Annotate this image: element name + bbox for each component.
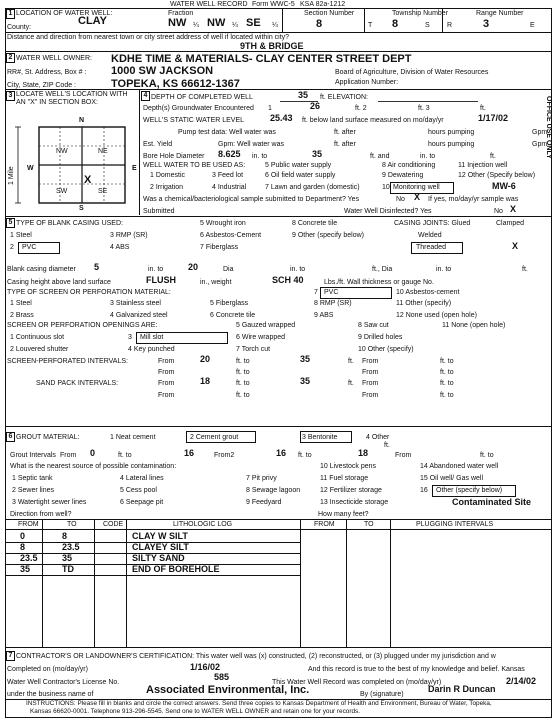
- disinfected-label: Water Well Disinfected? Yes: [344, 208, 432, 215]
- casing-to-value: 20: [188, 262, 199, 272]
- contam-2: 2 Sewer lines: [12, 487, 55, 494]
- casing-in-to-3: in. to: [436, 266, 452, 273]
- sand-pack-label: SAND PACK INTERVALS:: [36, 380, 119, 387]
- casing-height-label: Casing height above land surface: [7, 279, 111, 286]
- section-4-number: 4: [141, 91, 150, 101]
- section-1-number: 1: [6, 9, 15, 19]
- signature-label: By (signature): [360, 691, 404, 698]
- disinfected-no: No: [494, 208, 503, 215]
- sp-to-value: 35: [300, 354, 311, 364]
- bore-ft: ft.: [490, 153, 496, 160]
- contam-9: 9 Feedyard: [246, 499, 282, 506]
- location-label: LOCATION OF WATER WELL:: [16, 10, 113, 17]
- chem-no-label: No: [396, 196, 405, 203]
- section-5-number: 5: [6, 218, 15, 228]
- range-prefix: R: [447, 22, 453, 29]
- contam-16: 16: [420, 487, 428, 494]
- completed-date: 1/16/02: [190, 662, 221, 672]
- south-label: S: [79, 205, 84, 212]
- static-label: WELL'S STATIC WATER LEVEL: [143, 117, 245, 124]
- fraction-2: NW: [207, 17, 226, 29]
- gpm-1: Gpm: [532, 129, 548, 136]
- use-12: 12 Other (Specify below): [458, 172, 536, 179]
- instructions-line-1: INSTRUCTIONS: Please fill in blanks and circle the correct answers. Send three copies to Kansas Department of Health and Environment, Bureau of Water, Topeka,: [26, 700, 492, 707]
- clamped-label: Clamped: [496, 220, 525, 227]
- screen-5: 5 Fiberglass: [210, 300, 249, 307]
- fraction-label: Fraction: [168, 10, 194, 17]
- static-date: 1/17/02: [478, 113, 509, 123]
- sp-from-label: From: [158, 358, 175, 365]
- screen-6: 6 Concrete tile: [210, 312, 256, 319]
- chem-no-x: X: [414, 192, 421, 202]
- casing-height-value: FLUSH: [146, 275, 176, 285]
- section-2-number: 2: [6, 53, 15, 63]
- casing-weight-value: SCH 40: [272, 275, 304, 285]
- screen-label: TYPE OF SCREEN OR PERFORATION MATERIAL:: [7, 289, 171, 296]
- sand-from-label: From: [158, 380, 175, 387]
- est-yield-label: Est. Yield: [143, 141, 173, 148]
- township-prefix: T: [368, 22, 373, 29]
- elevation-label: ft. ELEVATION:: [320, 94, 368, 101]
- grout-to2-label: ft. to: [298, 452, 312, 459]
- use-3: 3 Feed lot: [212, 172, 244, 179]
- log-row-from: 8: [20, 542, 26, 552]
- office-use-label: OFFICE USE ONLY: [545, 96, 552, 159]
- log-from-header: FROM: [18, 521, 39, 528]
- bore-label: Bore Hole Diameter: [143, 153, 205, 160]
- contam-4: 4 Lateral lines: [120, 475, 164, 482]
- bore-in-to: in. to: [252, 153, 268, 160]
- use-1: 1 Domestic: [150, 172, 186, 179]
- plug-to-header: TO: [364, 521, 374, 528]
- casing-4: 4 ABS: [110, 244, 130, 251]
- contam-12: 12 Fertilizer storage: [320, 487, 382, 494]
- sand-from-2: From: [362, 380, 379, 387]
- contam-1: 1 Septic tank: [12, 475, 53, 482]
- contam-3: 3 Watertight sewer lines: [12, 499, 87, 506]
- certification-label: CONTRACTOR'S OR LANDOWNER'S CERTIFICATION: This water well was (x) constructed, (2) reconstructed, or (3) plugged under my jurisdiction and w: [16, 653, 496, 660]
- bore-to-value: 35: [312, 149, 323, 159]
- grout-4: 4 Other: [366, 434, 390, 441]
- sp-to-4: ft. to: [440, 369, 454, 376]
- gw-3-label: ft. 3: [418, 105, 430, 112]
- chem-sample-label: Was a chemical/bacteriological sample submitted to Department? Yes: [143, 196, 360, 203]
- threaded-x: X: [512, 241, 519, 251]
- quarter-2: ¼: [232, 22, 238, 29]
- log-row-description: SILTY SAND: [132, 553, 185, 563]
- bore-value: 8.625: [218, 149, 241, 159]
- sp-from-4: From: [362, 369, 379, 376]
- ne-label: NE: [98, 148, 108, 155]
- range-number: 3: [483, 18, 490, 30]
- use-label: WELL WATER TO BE USED AS:: [143, 162, 246, 169]
- use-10-value: Monitoring well: [393, 184, 440, 191]
- grout-ft-label: ft.: [384, 442, 390, 449]
- quarter-1: ¼: [193, 22, 199, 29]
- gw-2-label: ft. 2: [355, 105, 367, 112]
- disinfected-x: X: [510, 204, 517, 214]
- depth-value: 35: [298, 90, 309, 100]
- casing-in-to-2: in. to: [290, 266, 306, 273]
- use-11: 11 Injection well: [458, 162, 508, 169]
- sand-to-3: ft. to: [236, 392, 250, 399]
- contam-5: 5 Cess pool: [120, 487, 157, 494]
- log-row-to: TD: [62, 564, 74, 574]
- groundwater-label: Depth(s) Groundwater Encountered: [143, 105, 254, 112]
- license-number: 585: [214, 672, 230, 682]
- grout-to2-value: 18: [358, 448, 369, 458]
- distance-label: Distance and direction from nearest town or city street address of well if located within city?: [7, 34, 290, 41]
- gw-ft: ft.: [480, 105, 486, 112]
- openings-label: SCREEN OR PERFORATION OPENINGS ARE:: [7, 322, 158, 329]
- hours-pumping-1: hours pumping: [428, 129, 475, 136]
- log-row-to: 8: [62, 531, 68, 541]
- nw-label: NW: [56, 148, 68, 155]
- sp-to-3: ft. to: [236, 369, 250, 376]
- use-6: 6 Oil field water supply: [265, 172, 336, 179]
- grout-from3-label: From: [395, 452, 412, 459]
- contam-10: 10 Livestock pens: [320, 463, 377, 470]
- use-2: 2 Irrigation: [150, 184, 184, 191]
- opening-2: 2 Louvered shutter: [10, 346, 69, 353]
- contaminated-site: Contaminated Site: [452, 497, 532, 507]
- bore-in-to-2: in. to: [420, 153, 436, 160]
- township-label: Township Number: [392, 10, 449, 17]
- casing-2-value: PVC: [22, 244, 37, 251]
- screen-11: 11 Other (specify): [396, 300, 452, 307]
- business-name: Associated Environmental, Inc.: [146, 684, 310, 696]
- static-value: 25.43: [270, 113, 293, 123]
- sp-ft-label: ft.: [348, 358, 354, 365]
- opening-5: 5 Gauzed wrapped: [236, 322, 296, 329]
- log-code-header: CODE: [103, 521, 124, 528]
- chem-if-yes: If yes, mo/day/yr sample was: [428, 196, 519, 203]
- sp-from-2: From: [362, 358, 379, 365]
- depth-label: DEPTH OF COMPLETED WELL: [151, 94, 253, 101]
- log-row-description: CLAYEY SILT: [132, 542, 189, 552]
- casing-weight-label: in., weight: [200, 279, 232, 286]
- use-4: 4 Industrial: [212, 184, 247, 191]
- plug-from-header: FROM: [314, 521, 335, 528]
- screen-4: 4 Galvanized steel: [110, 312, 168, 319]
- casing-in-to: in. to: [148, 266, 164, 273]
- plugging-header: PLUGGING INTERVALS: [416, 521, 494, 528]
- grout-from-value: 0: [90, 448, 96, 458]
- use-5: 5 Public water supply: [265, 162, 332, 169]
- casing-dia-unit: Dia: [223, 266, 234, 273]
- address-label: RR#, St. Address, Box # :: [7, 69, 87, 76]
- casing-5: 5 Wrought iron: [200, 220, 246, 227]
- wall-thickness-label: Lbs./ft. Wall thickness or gauge No.: [324, 279, 434, 286]
- township-number: 8: [392, 18, 399, 30]
- ft-after-1: ft. after: [334, 129, 356, 136]
- record-completed-date: 2/14/02: [506, 676, 537, 686]
- county-value: CLAY: [78, 15, 107, 27]
- address-value: 1000 SW JACKSON: [111, 65, 214, 77]
- log-to-header: TO: [67, 521, 77, 528]
- contam-6: 6 Seepage pit: [120, 499, 164, 506]
- casing-diameter-value: 5: [94, 262, 100, 272]
- log-row-divider: [5, 575, 301, 576]
- grout-from-label: From: [60, 452, 77, 459]
- log-row-description: CLAY W SILT: [132, 531, 188, 541]
- screen-12: 12 None used (open hole): [396, 312, 477, 319]
- screen-1: 1 Steel: [10, 300, 32, 307]
- log-row-from: 35: [20, 564, 31, 574]
- section-6-number: 6: [6, 432, 15, 442]
- record-completed-label: This Water Well Record was completed on (mo/day/yr): [272, 679, 442, 686]
- sand-to-2: ft. to: [440, 380, 454, 387]
- west-label: W: [27, 165, 34, 172]
- grout-to-label: ft. to: [118, 452, 132, 459]
- instructions-line-2: Kansas 66620-0001. Telephone 913-296-5545. Send one to WATER WELL OWNER and retain one for your records.: [30, 708, 361, 715]
- true-statement: And this record is true to the best of my knowledge and belief. Kansas: [308, 666, 525, 673]
- form-number: Form WWC-5: [252, 1, 295, 8]
- screen-7: 7: [314, 289, 318, 296]
- ft-after-2: ft. after: [334, 141, 356, 148]
- sand-from-4: From: [362, 392, 379, 399]
- opening-8: 8 Saw cut: [358, 322, 389, 329]
- use-7: 7 Lawn and garden (domestic): [265, 184, 360, 191]
- application-label: Application Number:: [335, 79, 399, 86]
- one-mile-label: 1 Mile: [8, 166, 15, 185]
- casing-1: 1 Steel: [10, 232, 32, 239]
- screen-7-value: PVC: [324, 289, 339, 296]
- signature-name: Darin R Duncan: [428, 684, 496, 694]
- threaded-label: Threaded: [416, 244, 446, 251]
- log-row-from: 23.5: [20, 553, 38, 563]
- city-value: TOPEKA, KS 66612-1367: [111, 78, 240, 90]
- sp-to-2: ft. to: [440, 358, 454, 365]
- casing-ft: ft.: [522, 266, 528, 273]
- sp-from-3: From: [158, 369, 175, 376]
- section-7-number: 7: [6, 651, 15, 661]
- opening-9: 9 Drilled holes: [358, 334, 403, 341]
- gw-1-value: 26: [310, 101, 321, 111]
- county-label: County:: [7, 24, 32, 31]
- fraction-1: NW: [168, 17, 187, 29]
- casing-7: 7 Fiberglass: [200, 244, 239, 251]
- gpm-2: Gpm: [532, 141, 548, 148]
- sp-to-label: ft. to: [236, 358, 250, 365]
- sand-from-3: From: [158, 392, 175, 399]
- casing-9: 9 Other (specify below): [292, 232, 364, 239]
- location-x-mark: X: [84, 174, 92, 186]
- owner-label: WATER WELL OWNER:: [16, 55, 92, 62]
- section-number-label: Section Number: [304, 10, 355, 17]
- opening-7: 7 Torch cut: [236, 346, 271, 353]
- use-8: 8 Air conditioning: [382, 162, 436, 169]
- opening-11: 11 None (open hole): [442, 322, 506, 329]
- sand-to-value: 35: [300, 376, 311, 386]
- log-row-from: 0: [20, 531, 26, 541]
- sand-from-value: 18: [200, 376, 211, 386]
- grout-from2-value: 16: [276, 448, 287, 458]
- log-row-to: 35: [62, 553, 73, 563]
- completed-label: Completed on (mo/day/yr): [7, 666, 88, 673]
- range-suffix: E: [530, 22, 535, 29]
- grout-intervals-label: Grout Intervals: [10, 452, 56, 459]
- contam-15: 15 Oil well/ Gas well: [420, 475, 484, 482]
- sand-to-label: ft. to: [236, 380, 250, 387]
- business-label: under the business name of: [7, 691, 94, 698]
- contam-14: 14 Abandoned water well: [420, 463, 499, 470]
- screen-intervals-label: SCREEN-PERFORATED INTERVALS:: [7, 358, 128, 365]
- use-10: 10: [382, 184, 390, 191]
- bore-ft-and: ft. and: [370, 153, 390, 160]
- hours-pumping-2: hours pumping: [428, 141, 475, 148]
- opening-10: 10 Other (specify): [358, 346, 414, 353]
- opening-6: 6 Wire wrapped: [236, 334, 286, 341]
- screen-10: 10 Asbestos-cement: [396, 289, 460, 296]
- distance-value: 9TH & BRIDGE: [240, 41, 304, 51]
- opening-3-value: Mill slot: [140, 334, 164, 341]
- east-label: E: [132, 165, 137, 172]
- submitted-label: Submitted: [143, 208, 175, 215]
- opening-3: 3: [128, 334, 132, 341]
- screen-2: 2 Brass: [10, 312, 34, 319]
- north-label: N: [79, 117, 85, 124]
- grout-label: GROUT MATERIAL:: [16, 434, 80, 441]
- casing-joints-label: CASING JOINTS: Glued: [394, 220, 471, 227]
- license-label: Water Well Contractor's License No.: [7, 679, 120, 686]
- casing-label: TYPE OF BLANK CASING USED:: [16, 220, 123, 227]
- direction-label: Direction from well?: [10, 511, 72, 518]
- use-other-value: MW-6: [492, 181, 516, 191]
- grout-to3-label: ft. to: [480, 452, 494, 459]
- pump-test-label: Pump test data: Well water was: [178, 129, 276, 136]
- grout-3: 3 Bentonite: [302, 434, 338, 441]
- gpm-well-water: Gpm: Well water was: [218, 141, 284, 148]
- section-3-number: 3: [6, 91, 15, 101]
- grout-1: 1 Neat cement: [110, 434, 156, 441]
- nearest-source-label: What is the nearest source of possible contamination:: [10, 463, 177, 470]
- grout-2: 2 Cement grout: [190, 434, 239, 441]
- contam-7: 7 Pit privy: [246, 475, 277, 482]
- welded-label: Welded: [418, 232, 442, 239]
- sand-to-4: ft. to: [440, 392, 454, 399]
- range-label: Range Number: [476, 10, 524, 17]
- static-rest: ft. below land surface measured on mo/day/yr: [302, 117, 444, 124]
- gw-1-number: 1: [268, 105, 272, 112]
- owner-value: KDHE TIME & MATERIALS- CLAY CENTER STREET DEPT: [111, 53, 412, 65]
- sand-ft-label: ft.: [348, 380, 354, 387]
- contam-11: 11 Fuel storage: [320, 475, 369, 482]
- lithologic-log-header: LITHOLOGIC LOG: [173, 521, 233, 528]
- contam-13: 13 Insecticide storage: [320, 499, 389, 506]
- casing-6: 6 Asbestos-Cement: [200, 232, 262, 239]
- casing-3: 3 RMP (SR): [110, 232, 148, 239]
- screen-3: 3 Stainless steel: [110, 300, 161, 307]
- contam-8: 8 Sewage lagoon: [246, 487, 301, 494]
- how-many-feet-label: How many feet?: [318, 511, 369, 518]
- fraction-3: SE: [246, 17, 261, 29]
- opening-1: 1 Continuous slot: [10, 334, 65, 341]
- quarter-3: ¼: [272, 22, 278, 29]
- form-title: WATER WELL RECORD: [170, 1, 248, 8]
- city-label: City, State, ZIP Code :: [7, 82, 76, 89]
- casing-2: 2: [10, 244, 14, 251]
- log-row-to: 23.5: [62, 542, 80, 552]
- log-row-description: END OF BOREHOLE: [132, 564, 220, 574]
- contam-16-value: Other (specify below): [436, 487, 503, 494]
- ksa-number: KSA 82a-1212: [300, 1, 346, 8]
- township-suffix: S: [425, 22, 430, 29]
- sp-from-value: 20: [200, 354, 211, 364]
- locate-label: LOCATE WELL'S LOCATION WITH AN "X" IN SECTION BOX:: [16, 91, 128, 106]
- section-number: 8: [316, 18, 323, 30]
- board-label: Board of Agriculture, Division of Water Resources: [335, 69, 489, 76]
- opening-4: 4 Key punched: [128, 346, 175, 353]
- casing-8: 8 Concrete tile: [292, 220, 338, 227]
- casing-diameter-label: Blank casing diameter: [7, 266, 76, 273]
- se-label: SE: [98, 188, 108, 195]
- grout-from2-label: From2: [214, 452, 235, 459]
- sw-label: SW: [56, 188, 68, 195]
- casing-ft-dia: ft., Dia: [372, 266, 393, 273]
- grout-to-value: 16: [184, 448, 195, 458]
- screen-9: 9 ABS: [314, 312, 334, 319]
- use-9: 9 Dewatering: [382, 172, 424, 179]
- screen-8: 8 RMP (SR): [314, 300, 352, 307]
